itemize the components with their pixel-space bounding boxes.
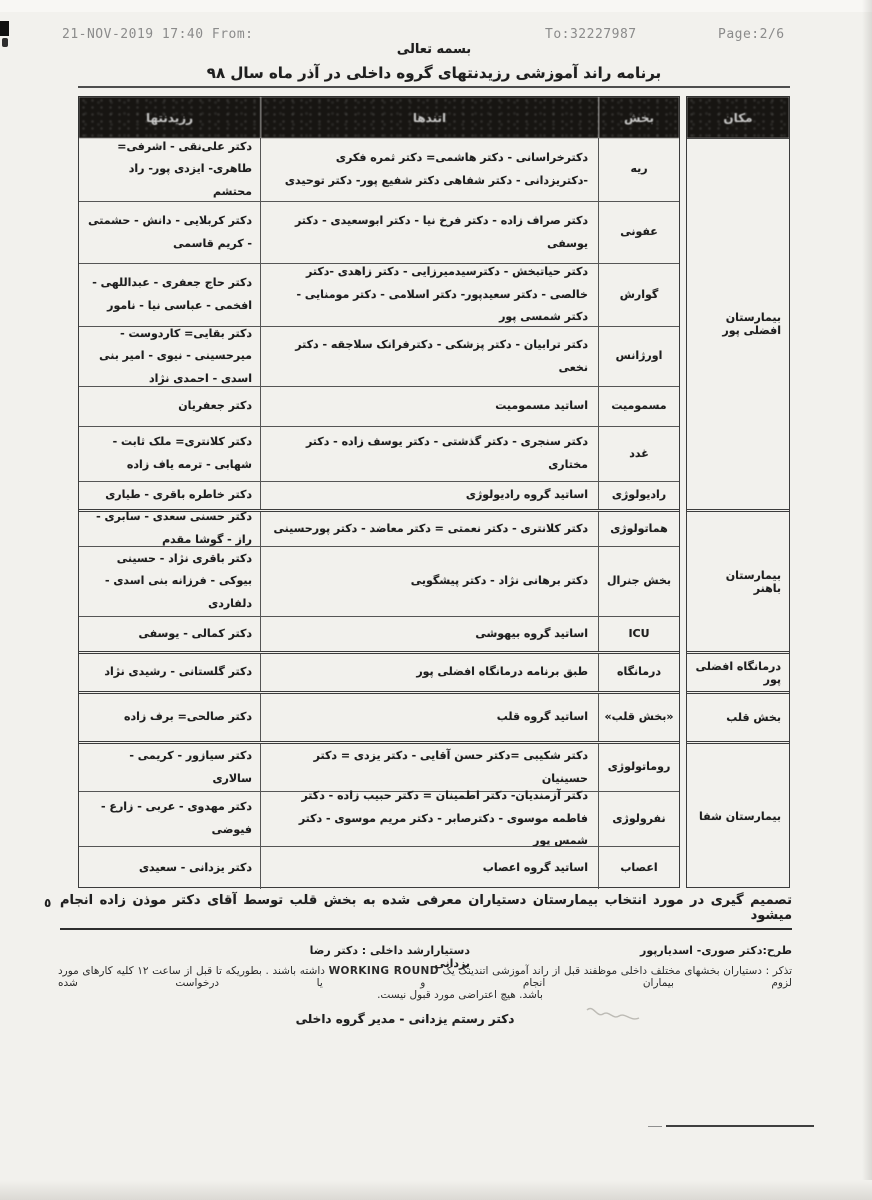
residents-cell: دکتر سیازور - کریمی - سالاری: [79, 744, 261, 791]
residents-cell: دکتر علی‌نقی - اشرفی= طاهری- ایزدی پور- راد محتشم: [79, 138, 261, 201]
scan-bottom-band: [0, 1180, 872, 1200]
attendings-cell: دکتر سنجری - دکتر گذشتی - دکتر یوسف زاده - دکتر مختاری: [261, 427, 599, 481]
attendings-cell: دکتر صراف زاده - دکتر فرخ نیا - دکتر ابوسعیدی - دکتر یوسفی: [261, 202, 599, 263]
section-cell: هماتولوژی: [610, 521, 668, 535]
attendings-cell: اساتید گروه بیهوشی: [261, 617, 599, 651]
residents-cell: دکتر صالحی= برف زاده: [79, 694, 261, 741]
residents-cell: دکتر کمالی - یوسفی: [79, 617, 261, 651]
column-header-residents: رزیدنتها: [79, 97, 261, 138]
residents-cell: دکتر حاج جعفری - عبداللهی - افخمی - عباسی نیا - نامور: [79, 264, 261, 326]
signature-scribble: [583, 1002, 645, 1030]
section-cell: بخش جنرال: [607, 574, 672, 588]
section-cell: نفرولوژی: [612, 811, 666, 825]
attendings-cell: دکترخراسانی - دکتر هاشمی= دکتر ثمره فکری -دکتریزدانی - دکتر شفاهی دکتر شفیع پور- دکتر توحیدی: [261, 138, 599, 201]
fax-timestamp: 21-NOV-2019 17:40 From:: [62, 27, 254, 42]
table-row: [79, 386, 679, 426]
fax-page-number: Page:2/6: [718, 27, 785, 42]
attendings-cell: اساتید گروه رادیولوژی: [261, 482, 599, 509]
bismillah-text: بسمه تعالی: [396, 42, 472, 57]
location-cell-shafa: بیمارستان شفا: [687, 741, 789, 889]
attendings-cell: دکتر برهانی نژاد - دکتر پیشگویی: [261, 547, 599, 616]
section-cell: مسمومیت: [611, 399, 667, 413]
table-row: [79, 426, 679, 481]
location-cell-afzalipour: بیمارستان افضلی پور: [687, 138, 789, 509]
section-cell: عفونی: [620, 225, 658, 239]
footer-line: [666, 1125, 814, 1127]
table-header-row: [79, 97, 679, 138]
document-title: برنامه راند آموزشی رزیدنتهای گروه داخلی در آذر ماه سال ۹۸: [78, 64, 790, 88]
attendings-cell: دکتر حیاتبخش - دکترسیدمیرزایی - دکتر زاهدی -دکتر خالصی - دکتر سعیدپور- دکتر اسلامی - دکتر مومنایی - دکتر شمسی پور: [261, 264, 599, 326]
column-header-section: بخش: [599, 97, 679, 138]
attendings-cell: دکتر ترابیان - دکتر پزشکی - دکترفرانک سلاجقه - دکتر نخعی: [261, 327, 599, 386]
residents-cell: دکتر جعفریان: [79, 387, 261, 426]
residents-cell: دکتر حسنی سعدی - سابری - راز - گوشا مقدم: [79, 512, 261, 546]
residents-cell: دکتر گلستانی - رشیدی نژاد: [79, 654, 261, 691]
reminder-text-end: داشته باشند . بطوریکه تا قبل از ساعت ۱۲ کلیه کارهای مورد لزوم بیماران انجام و یا درخواست شده: [58, 965, 792, 989]
residents-cell: دکتر باقری نژاد - حسینی بیوکی - فرزانه بنی اسدی - دلفاردی: [79, 547, 261, 616]
section-cell: روماتولوژی: [607, 760, 671, 774]
reminder-text-start: تذکر : دستیاران بخشهای مختلف داخلی موظفند قبل از راند آموزشی اتندینگ یک: [442, 965, 793, 977]
attendings-cell: طبق برنامه درمانگاه افضلی پور: [261, 654, 599, 691]
table-row: [79, 201, 679, 263]
residents-cell: دکتر یزدانی - سعیدی: [79, 847, 261, 889]
location-cell-heart-ward: بخش قلب: [687, 691, 789, 741]
location-cell-bahonar: بیمارستان باهنر: [687, 509, 789, 651]
column-header-location: مکان: [687, 97, 789, 138]
attendings-cell: اساتید گروه اعصاب: [261, 847, 599, 889]
table-row: [79, 263, 679, 326]
attendings-cell: اساتید گروه قلب: [261, 694, 599, 741]
table-row: [79, 509, 679, 546]
heart-ward-note: تصمیم گیری در مورد انتخاب بیمارستان دستیاران معرفی شده به بخش قلب توسط آقای دکتر موذن زاده انجام میشود: [60, 893, 792, 930]
scan-edge-mark: [0, 21, 9, 36]
working-round-text: WORKING ROUND: [328, 965, 439, 977]
table-row: [79, 326, 679, 386]
signature-name: دکتر رستم یزدانی - مدیر گروه داخلی: [295, 1012, 515, 1026]
attendings-cell: دکتر شکیبی =دکتر حسن آقایی - دکتر یزدی = دکتر حسینیان: [261, 744, 599, 791]
attendings-cell: دکتر کلانتری - دکتر نعمتی = دکتر معاضد - دکتر پورحسینی: [261, 512, 599, 546]
section-cell: ریه: [630, 162, 648, 176]
attendings-cell: دکتر آزمندیان- دکتر اطمینان = دکتر حبیب زاده - دکتر فاطمه موسوی - دکترصابر - دکتر مریم موسوی - دکتر شمس پور: [261, 792, 599, 846]
reminder-note: [58, 965, 792, 989]
attendings-cell: اساتید مسمومیت: [261, 387, 599, 426]
section-cell: اعصاب: [620, 860, 658, 874]
reminder-note-line2: باشد. هیچ اعتراضی مورد قبول نیست.: [377, 989, 543, 1001]
residents-cell: دکتر کلانتری= ملک ثابت - شهابی - ترمه یاف زاده: [79, 427, 261, 481]
table-row: [79, 138, 679, 201]
scan-edge-mark: [2, 38, 8, 47]
location-column: [686, 96, 790, 888]
location-cell-clinic: درمانگاه افضلی پور: [687, 651, 789, 691]
footer-dash-mark: [648, 1126, 662, 1127]
fax-recipient-number: To:32227987: [545, 27, 637, 42]
section-cell: اورژانس: [615, 349, 663, 363]
section-cell: رادیولوژی: [611, 488, 667, 502]
section-cell: ICU: [628, 626, 650, 640]
section-cell: غدد: [629, 446, 649, 460]
scan-top-band: [0, 0, 872, 12]
table-row: [79, 651, 679, 691]
schedule-table: [78, 96, 790, 888]
residents-cell: دکتر خاطره باقری - طیاری: [79, 482, 261, 509]
column-header-attendings: اتندها: [261, 97, 599, 138]
chief-resident-note: دستیارارشد داخلی : دکتر رضا یزدانی: [309, 944, 470, 970]
residents-cell: دکتر مهدوی - عربی - زارع - فیوضی: [79, 792, 261, 846]
table-row: [79, 616, 679, 651]
document-titles: [78, 42, 790, 88]
section-cell: گوارش: [619, 287, 659, 301]
residents-cell: دکتر بقایی= کاردوست - میرحسینی - نیوی - امیر بنی اسدی - احمدی نژاد: [79, 327, 261, 386]
design-by-note: طرح:دکتر صوری- اسدیارپور: [640, 944, 792, 957]
schedule-main-grid: [78, 96, 680, 888]
section-cell: «بخش قلب»: [604, 710, 674, 724]
table-row: [79, 691, 679, 741]
table-row: [79, 791, 679, 846]
table-row: [79, 546, 679, 616]
table-row: [79, 846, 679, 889]
section-cell: درمانگاه: [616, 665, 662, 679]
table-row: [79, 741, 679, 791]
note-bullet: ٥: [44, 896, 52, 910]
table-row: [79, 481, 679, 509]
scan-edge-shade: [862, 0, 872, 1200]
residents-cell: دکتر کربلایی - دانش - حشمتی - کریم قاسمی: [79, 202, 261, 263]
